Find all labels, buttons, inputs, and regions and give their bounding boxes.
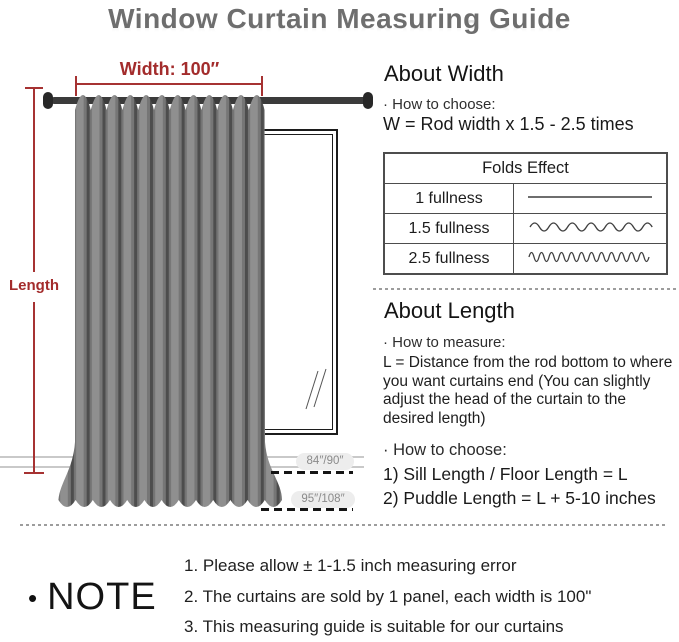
length-measure-text: L = Distance from the rod bottom to where you want curtains end (You can slightly adjust the head of the curtain to the desired length): [383, 354, 673, 427]
note-heading: [28, 576, 157, 619]
folds-effect-header: Folds Effect: [384, 153, 667, 184]
length-measure-line-lower: [33, 302, 35, 472]
length-measure-line-upper: [33, 88, 35, 272]
length-tick-bottom: [24, 472, 44, 474]
glass-shine-icon: [302, 359, 328, 411]
sill-length-badge: 84″/90″: [296, 453, 354, 470]
fullness-label: 1 fullness: [384, 184, 514, 214]
floor-length-dashed-line: [261, 508, 353, 511]
fold-pattern-cell: [514, 184, 668, 214]
length-how-to-measure: · How to measure:: [383, 334, 506, 351]
tight-wave-icon: [526, 249, 654, 263]
note-list: [184, 551, 591, 642]
length-measurement-label: Length: [9, 277, 59, 294]
width-formula: W = Rod width x 1.5 - 2.5 times: [383, 114, 634, 134]
sill-length-dashed-line: [271, 471, 353, 474]
fold-pattern-cell: [514, 244, 668, 275]
length-option-puddle: 2) Puddle Length = L + 5-10 inches: [383, 488, 656, 508]
fold-pattern-cell: [514, 214, 668, 244]
page-title: Window Curtain Measuring Guide: [108, 3, 571, 34]
fullness-label: 2.5 fullness: [384, 244, 514, 275]
about-width-heading: About Width: [384, 61, 504, 86]
table-header-row: [384, 153, 667, 184]
table-row: [384, 184, 667, 214]
straight-line-icon: [525, 191, 655, 203]
rod-finial-left-icon: [43, 92, 53, 109]
rod-finial-right-icon: [363, 92, 373, 109]
note-item: 1. Please allow ± 1-1.5 inch measuring error: [184, 556, 517, 575]
width-how-to-choose: · How to choose:: [383, 96, 496, 113]
table-row: [384, 214, 667, 244]
fullness-label: 1.5 fullness: [384, 214, 514, 244]
width-measurement-label: Width: 100″: [119, 59, 220, 79]
loose-wave-icon: [527, 219, 653, 233]
bullet-icon: •: [28, 582, 38, 613]
length-how-to-choose: · How to choose:: [383, 441, 507, 459]
note-divider: [20, 524, 665, 526]
curtain-illustration: [55, 92, 287, 516]
length-option-sill: 1) Sill Length / Floor Length = L: [383, 464, 628, 484]
folds-effect-table: [383, 152, 668, 275]
about-length-heading: About Length: [384, 298, 515, 323]
floor-length-badge: 95″/108″: [291, 491, 355, 508]
width-measure-line: [76, 83, 263, 85]
note-item: 2. The curtains are sold by 1 panel, each width is 100": [184, 586, 592, 606]
section-divider: [373, 288, 679, 290]
note-item: 3. This measuring guide is suitable for our curtains: [184, 617, 564, 637]
table-row: [384, 244, 667, 275]
note-title: NOTE: [47, 576, 157, 618]
